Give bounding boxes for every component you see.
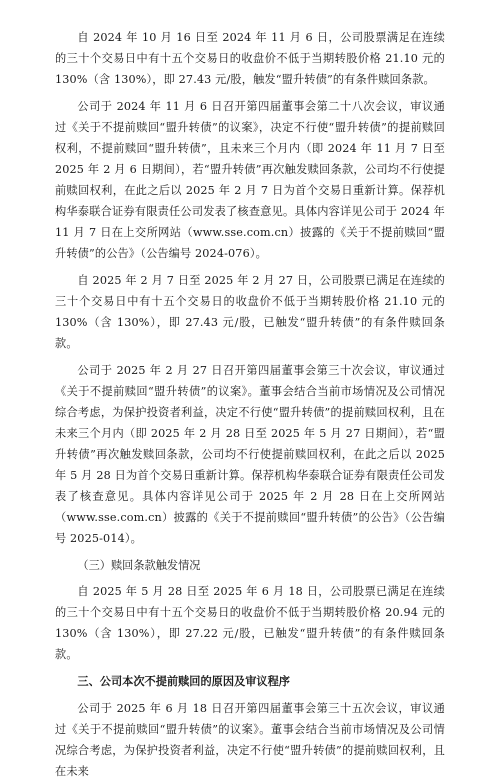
paragraph-3: 自 2025 年 2 月 7 日至 2025 年 2 月 27 日，公司股票已满足在连续的三十个交易日中有十五个交易日的收盘价不低于当期转股价格 21.10 元的 130%（含 130%），即 27.43 元/股，已触发“盟升转债”的有条件赎回条款。 — [55, 274, 445, 350]
paragraph-6: 公司于 2025 年 6 月 18 日召开第四届董事会第三十五次会议，审议通过《关于不提前赎回“盟升转债”的议案》。董事会结合当前市场情况及公司情况综合考虑，为保护投资者利益，决定不行使“盟升转债”的提前赎回权利，且在未来 — [55, 702, 445, 778]
paragraph-4: 公司于 2025 年 2 月 27 日召开第四届董事会第三十次会议，审议通过《关于不提前赎回“盟升转债”的议案》。董事会结合当前市场情况及公司情况综合考虑，为保护投资者利益，决定不行使“盟升转债”的提前赎回权利，且在未来三个月内（即 2025 年 2 月 28 日至 2025 年 5 月 27 日期间），若“盟升转债”再次触发赎回条款，公司均不行使提前赎回权利，在此之后以 2025 年 5 月 28 日为首个交易日重新计算。保荐机构华泰联合证券有限责任公司发表了核查意见。具体内容详见公司于 2025 年 2 月 28 日在上交所网站（www.sse.com.cn）披露的《关于不提前赎回“盟升转债”的公告》（公告编号 2025-014）。 — [55, 364, 445, 545]
paragraph-1: 自 2024 年 10 月 16 日至 2024 年 11 月 6 日，公司股票满足在连续的三十个交易日中有十五个交易日的收盘价不低于当期转股价格 21.10 元的 130%（含 130%），即 27.43 元/股，触发“盟升转债”的有条件赎回条款。 — [55, 31, 445, 86]
section-title: 三、公司本次不提前赎回的原因及审议程序 — [77, 674, 290, 688]
paragraph-5: 自 2025 年 5 月 28 日至 2025 年 6 月 18 日，公司股票已满足在连续的三十个交易日中有十五个交易日的收盘价不低于当期转股价格 20.94 元的 130%（含 130%），即 27.22 元/股，已触发“盟升转债”的有条件赎回条款。 — [55, 585, 445, 661]
paragraph-2: 公司于 2024 年 11 月 6 日召开第四届董事会第二十八次会议，审议通过《关于不提前赎回“盟升转债”的议案》，决定不行使“盟升转债”的提前赎回权利，不提前赎回“盟升转债”，且未来三个月内（即 2024 年 11 月 7 日至 2025 年 2 月 6 日期间），若“盟升转债”再次触发赎回条款，公司均不行使提前赎回权利，在此之后以 2025 年 2 月 7 日为首个交易日重新计算。保荐机构华泰联合证券有限责任公司发表了核查意见。具体内容详见公司于 2024 年 11 月 7 日在上交所网站（www.sse.com.cn）披露的《关于不提前赎回“盟升转债”的公告》（公告编号 2024-076）。 — [55, 100, 445, 260]
subsection-title: （三）赎回条款触发情况 — [77, 559, 201, 572]
